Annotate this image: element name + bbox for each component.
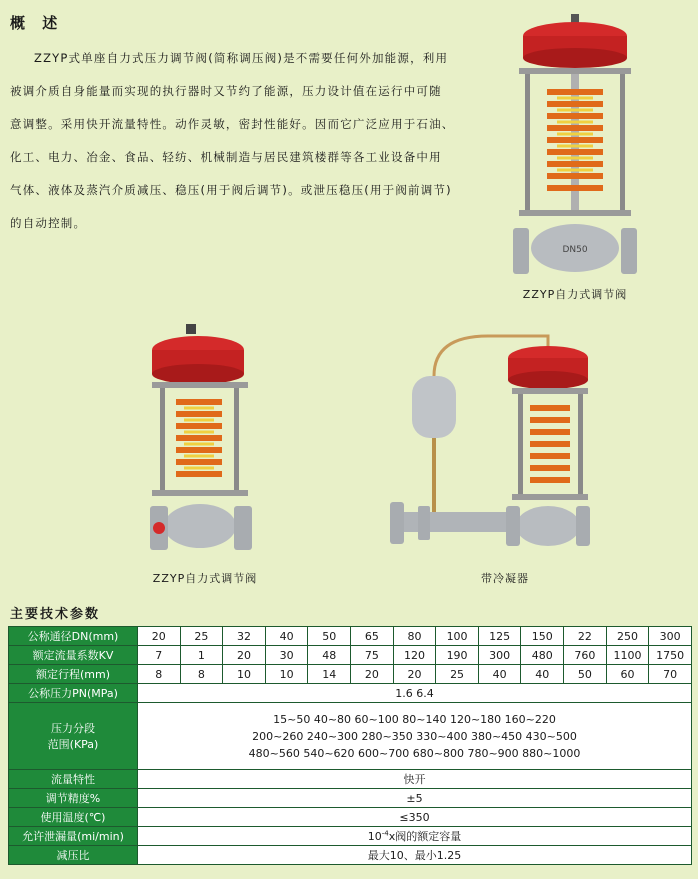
overview-line-1: ZZYP式单座自力式压力调节阀(简称调压阀)是不需要任何外加能源，利用	[34, 51, 449, 65]
row-label: 使用温度(℃)	[9, 808, 138, 827]
row-stroke	[9, 665, 692, 684]
table-cell: 190	[436, 646, 479, 665]
overview-line-4: 化工、电力、冶金、食品、轻纺、机械制造与居民建筑楼群等各工业设备中用	[10, 150, 442, 164]
leakage-base: 10	[367, 830, 382, 843]
overview-line-3: 意调整。采用快开流量特性。动作灵敏，密封性能好。因而它广泛应用于石油、	[10, 117, 455, 131]
pressure-value: 1.6 6.4	[138, 684, 692, 703]
table-cell: 20	[351, 665, 394, 684]
table-cell: 100	[436, 627, 479, 646]
table-cell: 75	[351, 646, 394, 665]
pressure-ratio-value: 最大10、最小1.25	[138, 846, 692, 865]
table-cell: 20	[393, 665, 436, 684]
row-accuracy	[9, 789, 692, 808]
range-line-2: 200~260 240~300 280~350 330~400 380~450 430~500	[252, 729, 577, 743]
table-cell: 300	[478, 646, 521, 665]
temperature-value: ≤350	[138, 808, 692, 827]
table-cell: 120	[393, 646, 436, 665]
row-label: 额定行程(mm)	[9, 665, 138, 684]
row-pressure-ratio	[9, 846, 692, 865]
table-cell: 48	[308, 646, 351, 665]
table-cell: 1	[180, 646, 223, 665]
row-label: 允许泄漏量(mi/min)	[9, 827, 138, 846]
table-cell: 125	[478, 627, 521, 646]
overview-line-2: 被调介质自身能量而实现的执行器时又节约了能源，压力设计值在运行中可随	[10, 84, 442, 98]
table-cell: 70	[649, 665, 692, 684]
valve-image-left	[148, 322, 260, 562]
accuracy-value: ±5	[138, 789, 692, 808]
row-flow-characteristic	[9, 770, 692, 789]
table-cell: 250	[606, 627, 649, 646]
valve-image-top	[505, 12, 645, 282]
row-label: 减压比	[9, 846, 138, 865]
table-cell: 1750	[649, 646, 692, 665]
table-cell: 8	[138, 665, 181, 684]
table-cell: 30	[265, 646, 308, 665]
table-cell: 60	[606, 665, 649, 684]
overview-heading: 概 述	[10, 14, 64, 32]
row-temperature	[9, 808, 692, 827]
pressure-range-value	[138, 703, 692, 770]
row-label: 额定流量系数KV	[9, 646, 138, 665]
caption-right: 带冷凝器	[481, 572, 529, 585]
table-cell: 7	[138, 646, 181, 665]
table-cell: 50	[564, 665, 607, 684]
row-pressure-range	[9, 703, 692, 770]
spec-table	[8, 626, 692, 865]
range-line-1: 15~50 40~80 60~100 80~140 120~180 160~220	[273, 712, 556, 726]
row-diameter	[9, 627, 692, 646]
row-label	[9, 703, 138, 770]
table-cell: 40	[478, 665, 521, 684]
row-label: 流量特性	[9, 770, 138, 789]
leakage-exponent: -4	[381, 829, 389, 838]
leakage-rest: x阀的额定容量	[388, 830, 462, 843]
overview-paragraph	[10, 42, 480, 240]
table-cell: 80	[393, 627, 436, 646]
table-cell: 50	[308, 627, 351, 646]
table-cell: 150	[521, 627, 564, 646]
table-cell: 25	[180, 627, 223, 646]
table-cell: 65	[351, 627, 394, 646]
range-line-3: 480~560 540~620 600~700 680~800 780~900 880~1000	[248, 746, 581, 760]
row-label: 公称压力PN(MPa)	[9, 684, 138, 703]
range-label-line-1: 压力分段	[51, 722, 95, 735]
table-cell: 20	[138, 627, 181, 646]
table-cell: 25	[436, 665, 479, 684]
table-cell: 8	[180, 665, 223, 684]
table-cell: 760	[564, 646, 607, 665]
overview-line-6: 的自动控制。	[10, 216, 87, 230]
valve-body-marking: DN50	[562, 245, 588, 255]
valve-image-right	[388, 322, 620, 562]
table-cell: 480	[521, 646, 564, 665]
caption-top: ZZYP自力式调节阀	[522, 288, 628, 301]
table-cell: 10	[265, 665, 308, 684]
table-cell: 32	[223, 627, 266, 646]
table-cell: 300	[649, 627, 692, 646]
table-cell: 1100	[606, 646, 649, 665]
row-pressure	[9, 684, 692, 703]
specs-heading: 主要技术参数	[10, 607, 101, 622]
table-cell: 40	[265, 627, 308, 646]
overview-line-5: 气体、液体及蒸汽介质减压、稳压(用于阀后调节)。或泄压稳压(用于阀前调节)	[10, 183, 452, 197]
row-label: 公称通径DN(mm)	[9, 627, 138, 646]
flow-characteristic-value: 快开	[138, 770, 692, 789]
table-cell: 22	[564, 627, 607, 646]
table-cell: 10	[223, 665, 266, 684]
caption-left: ZZYP自力式调节阀	[152, 572, 258, 585]
range-label-line-2: 范围(KPa)	[47, 738, 99, 751]
leakage-value	[138, 827, 692, 846]
table-cell: 40	[521, 665, 564, 684]
table-cell: 20	[223, 646, 266, 665]
row-label: 调节精度%	[9, 789, 138, 808]
table-cell: 14	[308, 665, 351, 684]
row-kv	[9, 646, 692, 665]
row-leakage	[9, 827, 692, 846]
